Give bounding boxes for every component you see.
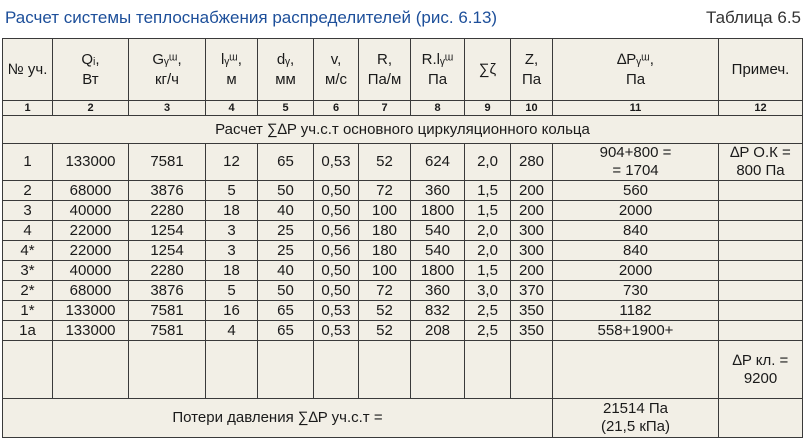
cell-flow: 1254 [129,241,206,261]
cell-z: 200 [511,261,553,281]
cell-dp: 904+800 = = 1704 [553,144,719,181]
cell-zeta: 1,5 [465,201,511,221]
cell-dp: 1182 [553,301,719,321]
header-row [3,39,803,101]
cell-velocity: 0,50 [314,181,359,201]
cell-r: 52 [359,144,411,181]
column-number: 1 [3,101,53,116]
cell-diameter: 40 [258,201,314,221]
cell-rl: 360 [411,281,465,301]
cell-length: 12 [206,144,258,181]
cell-length: 3 [206,241,258,261]
table-row [3,181,803,201]
column-number-row [3,101,803,116]
cell-diameter: 65 [258,144,314,181]
cell-velocity: 0,56 [314,221,359,241]
cell-heat-load [53,341,129,399]
cell-section-no: 1 [3,144,53,181]
cell-note [719,321,803,341]
cell-rl: 1800 [411,201,465,221]
cell-z: 200 [511,181,553,201]
table-row [3,321,803,341]
cell-r: 72 [359,281,411,301]
cell-velocity: 0,50 [314,281,359,301]
cell-r: 100 [359,201,411,221]
cell-flow: 3876 [129,181,206,201]
cell-note [719,281,803,301]
total-value: 21514 Па (21,5 кПа) [553,399,719,438]
cell-zeta: 1,5 [465,261,511,281]
cell-rl: 208 [411,321,465,341]
cell-zeta: 2,0 [465,144,511,181]
cell-diameter: 65 [258,301,314,321]
cell-dp: 2000 [553,201,719,221]
cell-dp: 2000 [553,261,719,281]
table-row [3,281,803,301]
cell-velocity: 0,53 [314,144,359,181]
cell-rl: 624 [411,144,465,181]
cell-z: 350 [511,301,553,321]
cell-dp: 560 [553,181,719,201]
cell-note: ∆P О.К = 800 Па [719,144,803,181]
cell-note [719,261,803,281]
cell-zeta: 3,0 [465,281,511,301]
cell-length: 5 [206,281,258,301]
cell-heat-load: 40000 [53,201,129,221]
table-label: Таблица 6.5 [705,8,801,27]
cell-heat-load: 133000 [53,321,129,341]
column-number: 11 [553,101,719,116]
cell-velocity: 0,50 [314,261,359,281]
cell-flow: 7581 [129,301,206,321]
cell-length: 16 [206,301,258,321]
cell-note [719,241,803,261]
cell-length: 18 [206,201,258,221]
column-number: 12 [719,101,803,116]
total-note [719,399,803,438]
cell-z: 280 [511,144,553,181]
cell-flow: 2280 [129,261,206,281]
cell-rl: 1800 [411,261,465,281]
column-number: 9 [465,101,511,116]
cell-heat-load: 133000 [53,144,129,181]
section-title: Расчет ∑∆P уч.с.т основного циркуляционного кольца [3,116,803,144]
cell-heat-load: 22000 [53,241,129,261]
cell-flow: 2280 [129,201,206,221]
cell-length: 4 [206,321,258,341]
cell-flow: 7581 [129,144,206,181]
cell-velocity: 0,53 [314,301,359,321]
column-number: 2 [53,101,129,116]
cell-velocity: 0,56 [314,241,359,261]
cell-diameter: 40 [258,261,314,281]
column-number: 4 [206,101,258,116]
cell-diameter [258,341,314,399]
cell-section-no: 2 [3,181,53,201]
cell-velocity: 0,50 [314,201,359,221]
table-row [3,241,803,261]
cell-note [719,181,803,201]
cell-section-no: 1а [3,321,53,341]
cell-note [719,301,803,321]
cell-rl: 360 [411,181,465,201]
column-number: 6 [314,101,359,116]
section-row [3,116,803,144]
column-number: 7 [359,101,411,116]
table-row [3,201,803,221]
cell-diameter: 50 [258,281,314,301]
cell-heat-load: 68000 [53,281,129,301]
cell-r: 180 [359,241,411,261]
cell-z: 200 [511,201,553,221]
total-label: Потери давления ∑∆P уч.с.т = [3,399,553,438]
cell-dp: 840 [553,241,719,261]
cell-dp [553,341,719,399]
cell-z [511,341,553,399]
cell-dp: 840 [553,221,719,241]
cell-flow: 1254 [129,221,206,241]
cell-z: 370 [511,281,553,301]
table-row [3,221,803,241]
cell-zeta: 2,0 [465,221,511,241]
cell-section-no: 2* [3,281,53,301]
column-number: 3 [129,101,206,116]
cell-zeta: 2,5 [465,321,511,341]
column-number: 8 [411,101,465,116]
cell-z: 300 [511,241,553,261]
cell-length: 18 [206,261,258,281]
cell-heat-load: 68000 [53,181,129,201]
table-row [3,341,803,399]
cell-heat-load: 22000 [53,221,129,241]
cell-zeta: 2,0 [465,241,511,261]
cell-heat-load: 40000 [53,261,129,281]
cell-section-no [3,341,53,399]
cell-r: 52 [359,301,411,321]
total-row [3,399,803,438]
cell-diameter: 50 [258,181,314,201]
cell-dp: 730 [553,281,719,301]
cell-velocity: 0,53 [314,321,359,341]
header-cell: R, Па/м [359,39,411,101]
cell-z: 350 [511,321,553,341]
header-cell: Qᵢ, Вт [53,39,129,101]
cell-zeta [465,341,511,399]
cell-length: 3 [206,221,258,241]
header-cell: Z, Па [511,39,553,101]
cell-heat-load: 133000 [53,301,129,321]
cell-flow [129,341,206,399]
cell-section-no: 3* [3,261,53,281]
cell-rl: 832 [411,301,465,321]
cell-note: ∆P кл. = 9200 [719,341,803,399]
cell-length: 5 [206,181,258,201]
cell-section-no: 1* [3,301,53,321]
page-title: Расчет системы теплоснабжения распределителей (рис. 6.13) [5,8,498,27]
table-row [3,301,803,321]
header-cell: lᵧᵚ, м [206,39,258,101]
cell-dp: 558+1900+ [553,321,719,341]
heat-supply-table [2,38,803,438]
cell-rl: 540 [411,221,465,241]
header-cell: dᵧ, мм [258,39,314,101]
header-cell: № уч. [3,39,53,101]
cell-rl [411,341,465,399]
cell-note [719,221,803,241]
table-row [3,144,803,181]
cell-section-no: 3 [3,201,53,221]
cell-section-no: 4 [3,221,53,241]
table-row [3,261,803,281]
cell-r: 180 [359,221,411,241]
cell-flow: 7581 [129,321,206,341]
cell-section-no: 4* [3,241,53,261]
cell-velocity [314,341,359,399]
cell-flow: 3876 [129,281,206,301]
cell-length [206,341,258,399]
cell-zeta: 2,5 [465,301,511,321]
cell-r: 52 [359,321,411,341]
cell-diameter: 25 [258,221,314,241]
cell-r: 100 [359,261,411,281]
cell-zeta: 1,5 [465,181,511,201]
column-number: 10 [511,101,553,116]
cell-diameter: 25 [258,241,314,261]
cell-z: 300 [511,221,553,241]
cell-note [719,201,803,221]
cell-r [359,341,411,399]
column-number: 5 [258,101,314,116]
header-cell: ∑ζ [465,39,511,101]
header-cell: Примеч. [719,39,803,101]
header-cell: Gᵧᵚ, кг/ч [129,39,206,101]
header-cell: ∆Pᵧᵚ, Па [553,39,719,101]
cell-diameter: 65 [258,321,314,341]
header-cell: R.lᵧᵚ Па [411,39,465,101]
cell-rl: 540 [411,241,465,261]
cell-r: 72 [359,181,411,201]
header-cell: v, м/с [314,39,359,101]
